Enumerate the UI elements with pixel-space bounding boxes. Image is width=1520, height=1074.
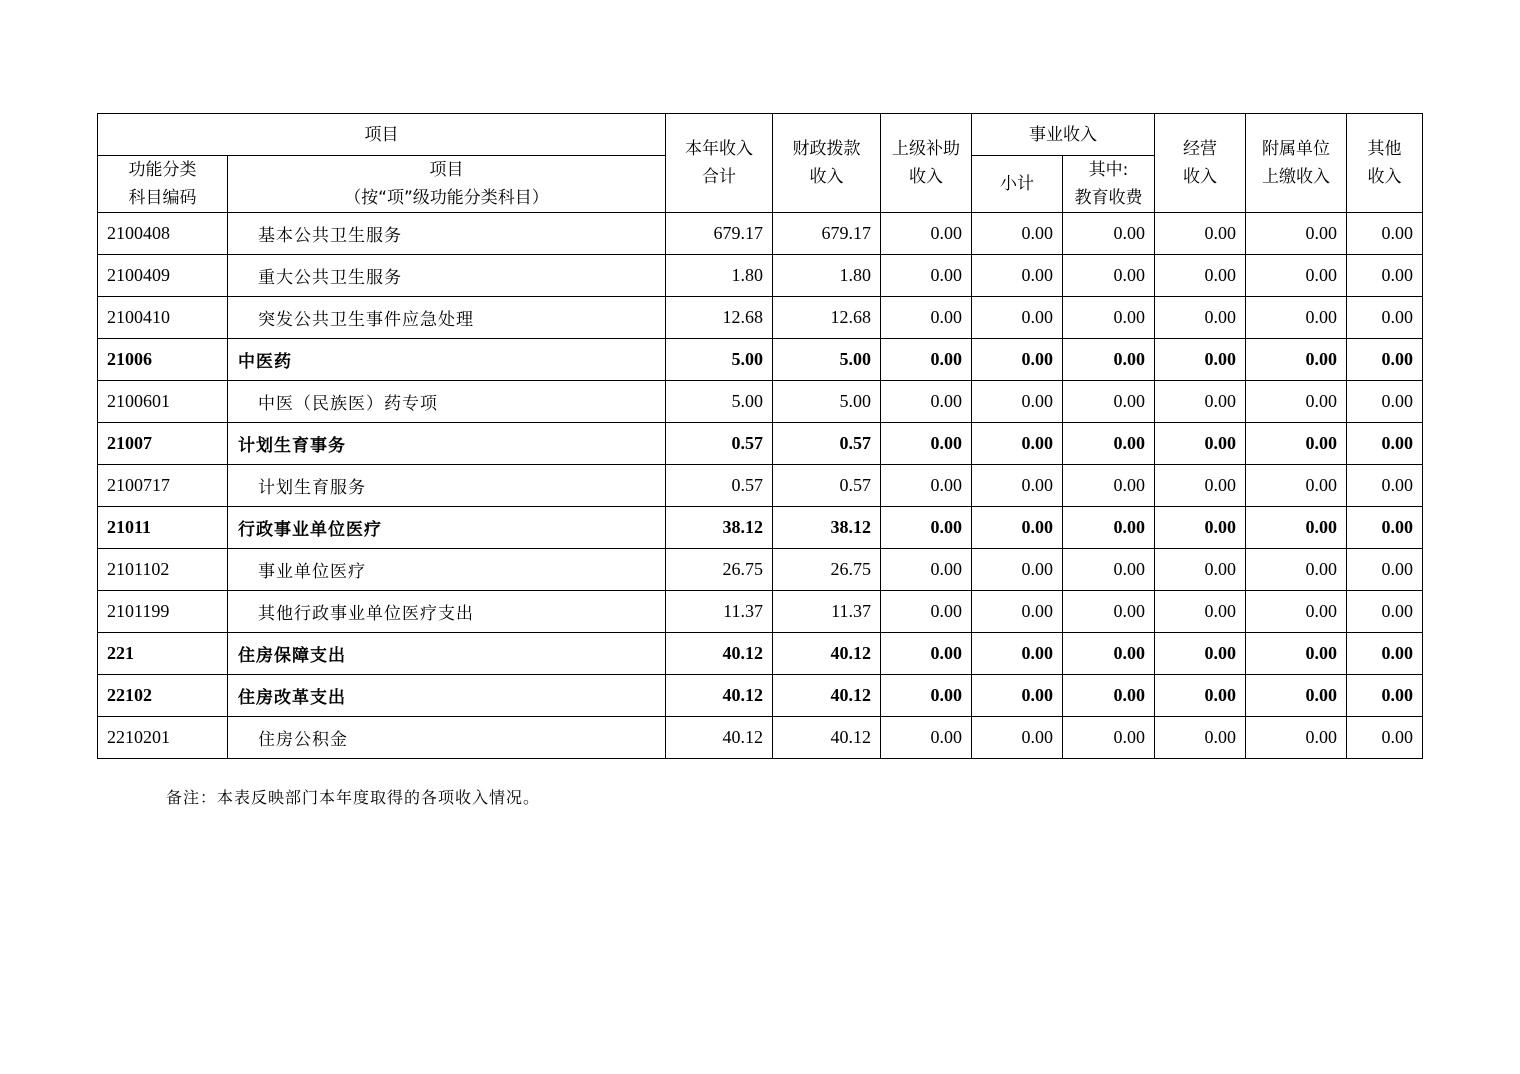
table-row xyxy=(98,717,1423,759)
row-value: 0.57 xyxy=(666,465,773,507)
row-name: 计划生育事务 xyxy=(228,423,666,465)
row-value: 0.00 xyxy=(1347,297,1423,339)
row-value: 0.00 xyxy=(881,717,972,759)
row-value: 26.75 xyxy=(773,549,881,591)
row-value: 0.00 xyxy=(881,675,972,717)
row-value: 0.00 xyxy=(881,465,972,507)
row-value: 0.00 xyxy=(881,381,972,423)
row-value: 5.00 xyxy=(773,339,881,381)
row-code: 2101199 xyxy=(98,591,228,633)
row-value: 0.00 xyxy=(1347,633,1423,675)
header-subtotal: 小计 xyxy=(972,156,1063,213)
header-name: 项目 （按“项”级功能分类科目） xyxy=(228,156,666,213)
row-value: 0.00 xyxy=(1155,717,1246,759)
row-value: 0.00 xyxy=(1063,255,1155,297)
row-value: 0.00 xyxy=(1246,381,1347,423)
row-value: 0.00 xyxy=(1246,717,1347,759)
table-row xyxy=(98,423,1423,465)
row-value: 0.00 xyxy=(972,507,1063,549)
row-value: 0.00 xyxy=(1347,591,1423,633)
row-value: 0.00 xyxy=(1155,423,1246,465)
table-body xyxy=(98,213,1423,759)
table-row xyxy=(98,381,1423,423)
row-value: 0.00 xyxy=(1347,465,1423,507)
row-value: 0.00 xyxy=(1347,423,1423,465)
row-value: 0.00 xyxy=(972,213,1063,255)
row-value: 0.00 xyxy=(1347,213,1423,255)
row-code: 2100410 xyxy=(98,297,228,339)
row-value: 0.00 xyxy=(1063,339,1155,381)
row-code: 221 xyxy=(98,633,228,675)
row-value: 0.00 xyxy=(972,591,1063,633)
header-business-group: 事业收入 xyxy=(972,114,1155,156)
row-name: 中医（民族医）药专项 xyxy=(228,381,666,423)
row-value: 1.80 xyxy=(773,255,881,297)
row-value: 0.00 xyxy=(1347,381,1423,423)
row-value: 0.00 xyxy=(1246,423,1347,465)
row-value: 0.00 xyxy=(1063,591,1155,633)
row-value: 0.00 xyxy=(1063,213,1155,255)
row-value: 0.00 xyxy=(1063,297,1155,339)
table-row xyxy=(98,507,1423,549)
row-value: 0.00 xyxy=(881,507,972,549)
row-code: 21007 xyxy=(98,423,228,465)
row-code: 21006 xyxy=(98,339,228,381)
row-value: 0.00 xyxy=(881,591,972,633)
row-name: 住房公积金 xyxy=(228,717,666,759)
row-value: 0.00 xyxy=(881,339,972,381)
row-value: 0.00 xyxy=(1155,633,1246,675)
row-value: 40.12 xyxy=(773,717,881,759)
row-value: 12.68 xyxy=(773,297,881,339)
table-row xyxy=(98,297,1423,339)
table-row xyxy=(98,549,1423,591)
row-code: 22102 xyxy=(98,675,228,717)
table-row xyxy=(98,633,1423,675)
header-operating: 经营 收入 xyxy=(1155,114,1246,213)
row-code: 2100601 xyxy=(98,381,228,423)
row-name: 行政事业单位医疗 xyxy=(228,507,666,549)
row-name: 事业单位医疗 xyxy=(228,549,666,591)
table-row xyxy=(98,255,1423,297)
row-value: 0.00 xyxy=(881,633,972,675)
row-value: 0.00 xyxy=(1155,213,1246,255)
row-value: 5.00 xyxy=(666,339,773,381)
row-code: 2100409 xyxy=(98,255,228,297)
row-value: 0.00 xyxy=(972,675,1063,717)
row-value: 0.00 xyxy=(1063,507,1155,549)
row-value: 0.00 xyxy=(1155,297,1246,339)
table-row xyxy=(98,465,1423,507)
row-value: 0.00 xyxy=(881,423,972,465)
row-value: 0.00 xyxy=(1155,507,1246,549)
header-item-group: 项目 xyxy=(98,114,666,156)
row-value: 0.00 xyxy=(1246,591,1347,633)
row-value: 40.12 xyxy=(666,717,773,759)
row-value: 40.12 xyxy=(773,675,881,717)
remark-note: 备注：本表反映部门本年度取得的各项收入情况。 xyxy=(166,788,541,807)
row-name: 中医药 xyxy=(228,339,666,381)
row-value: 38.12 xyxy=(773,507,881,549)
row-value: 679.17 xyxy=(773,213,881,255)
row-value: 0.00 xyxy=(972,465,1063,507)
row-name: 基本公共卫生服务 xyxy=(228,213,666,255)
row-value: 0.00 xyxy=(1347,339,1423,381)
row-value: 0.00 xyxy=(972,633,1063,675)
row-code: 2210201 xyxy=(98,717,228,759)
row-value: 0.00 xyxy=(1063,717,1155,759)
row-value: 1.80 xyxy=(666,255,773,297)
row-name: 计划生育服务 xyxy=(228,465,666,507)
row-value: 0.00 xyxy=(1347,507,1423,549)
row-value: 26.75 xyxy=(666,549,773,591)
row-value: 0.00 xyxy=(1063,381,1155,423)
row-value: 0.00 xyxy=(881,297,972,339)
header-subsidy: 上级补助 收入 xyxy=(881,114,972,213)
header-total: 本年收入 合计 xyxy=(666,114,773,213)
row-name: 重大公共卫生服务 xyxy=(228,255,666,297)
row-value: 0.00 xyxy=(1155,465,1246,507)
row-value: 0.00 xyxy=(1246,255,1347,297)
row-value: 0.00 xyxy=(881,549,972,591)
header-affiliated: 附属单位 上缴收入 xyxy=(1246,114,1347,213)
header-fiscal: 财政拨款 收入 xyxy=(773,114,881,213)
table-header xyxy=(98,114,1423,213)
header-other: 其他 收入 xyxy=(1347,114,1423,213)
row-value: 0.00 xyxy=(1347,717,1423,759)
row-code: 2101102 xyxy=(98,549,228,591)
row-value: 0.00 xyxy=(1155,339,1246,381)
row-value: 5.00 xyxy=(666,381,773,423)
row-code: 2100408 xyxy=(98,213,228,255)
row-value: 0.00 xyxy=(1155,549,1246,591)
income-table xyxy=(97,113,1423,759)
row-value: 0.00 xyxy=(1246,297,1347,339)
row-value: 12.68 xyxy=(666,297,773,339)
row-name: 突发公共卫生事件应急处理 xyxy=(228,297,666,339)
row-name: 住房改革支出 xyxy=(228,675,666,717)
row-value: 11.37 xyxy=(666,591,773,633)
row-value: 0.00 xyxy=(1155,591,1246,633)
row-value: 5.00 xyxy=(773,381,881,423)
row-value: 0.00 xyxy=(1246,339,1347,381)
row-value: 0.00 xyxy=(1246,465,1347,507)
row-value: 0.57 xyxy=(773,465,881,507)
table-row xyxy=(98,591,1423,633)
row-value: 0.57 xyxy=(773,423,881,465)
row-value: 0.00 xyxy=(972,423,1063,465)
table-row xyxy=(98,339,1423,381)
row-value: 40.12 xyxy=(666,633,773,675)
row-value: 40.12 xyxy=(773,633,881,675)
row-value: 0.00 xyxy=(972,549,1063,591)
row-value: 0.00 xyxy=(1246,633,1347,675)
row-value: 0.00 xyxy=(1246,507,1347,549)
row-name: 其他行政事业单位医疗支出 xyxy=(228,591,666,633)
row-value: 679.17 xyxy=(666,213,773,255)
header-education-fee: 其中: 教育收费 xyxy=(1063,156,1155,213)
row-code: 21011 xyxy=(98,507,228,549)
row-value: 0.00 xyxy=(881,255,972,297)
row-value: 0.00 xyxy=(972,339,1063,381)
row-value: 0.00 xyxy=(881,213,972,255)
row-value: 0.00 xyxy=(972,717,1063,759)
row-value: 0.00 xyxy=(972,297,1063,339)
row-value: 0.00 xyxy=(1063,423,1155,465)
row-value: 40.12 xyxy=(666,675,773,717)
header-code: 功能分类 科目编码 xyxy=(98,156,228,213)
row-value: 11.37 xyxy=(773,591,881,633)
row-value: 0.00 xyxy=(1246,549,1347,591)
row-value: 0.00 xyxy=(1155,675,1246,717)
row-value: 38.12 xyxy=(666,507,773,549)
row-name: 住房保障支出 xyxy=(228,633,666,675)
row-value: 0.00 xyxy=(1246,675,1347,717)
row-value: 0.00 xyxy=(1246,213,1347,255)
row-value: 0.00 xyxy=(1347,675,1423,717)
row-value: 0.57 xyxy=(666,423,773,465)
row-value: 0.00 xyxy=(1063,633,1155,675)
row-code: 2100717 xyxy=(98,465,228,507)
row-value: 0.00 xyxy=(1347,549,1423,591)
row-value: 0.00 xyxy=(1063,675,1155,717)
row-value: 0.00 xyxy=(1063,549,1155,591)
row-value: 0.00 xyxy=(1155,255,1246,297)
row-value: 0.00 xyxy=(972,381,1063,423)
table-row xyxy=(98,675,1423,717)
table-row xyxy=(98,213,1423,255)
row-value: 0.00 xyxy=(1063,465,1155,507)
row-value: 0.00 xyxy=(972,255,1063,297)
row-value: 0.00 xyxy=(1347,255,1423,297)
row-value: 0.00 xyxy=(1155,381,1246,423)
